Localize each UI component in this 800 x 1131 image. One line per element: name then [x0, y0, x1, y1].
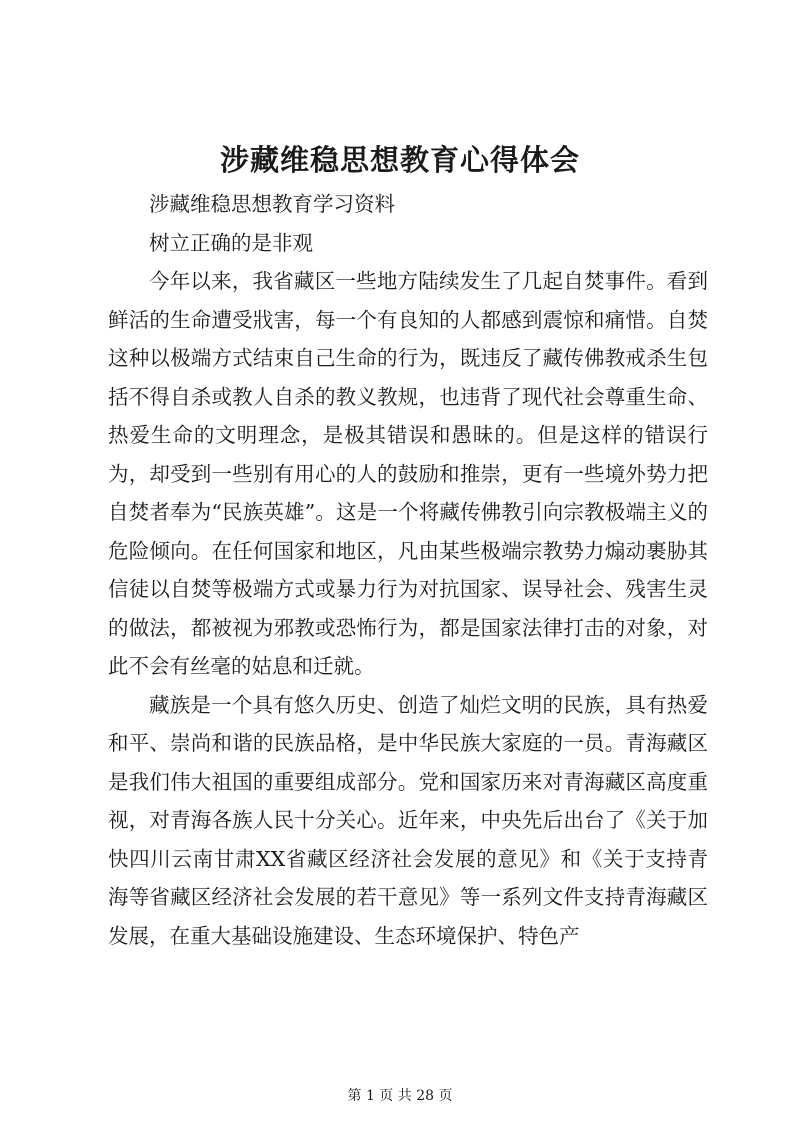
page-number-footer: 第 1 页 共 28 页 — [347, 1088, 453, 1104]
document-body — [108, 185, 708, 955]
subtitle-paragraph: 涉藏维稳思想教育学习资料 — [149, 192, 395, 216]
document-title: 涉藏维稳思想教育心得体会 — [219, 143, 580, 177]
body-paragraph: 藏族是一个具有悠久历史、创造了灿烂文明的民族，具有热爱和平、崇尚和谐的民族品格，是中华民族大家庭的一员。青海藏区是我们伟大祖国的重要组成部分。党和国家历来对青海藏区高度重视，对青海各族人民十分关心。近年来，中央先后出台了《关于加快四川云南甘肃XX省藏区经济社会发展的意见》和《关于支持青海等省藏区经济社会发展的若干意见》等一系列文件支持青海藏区发展，在重大基础设施建设、生态环境保护、特色产 — [108, 692, 708, 948]
section-heading-paragraph: 树立正确的是非观 — [149, 230, 313, 255]
body-paragraph: 今年以来，我省藏区一些地方陆续发生了几起自焚事件。看到鲜活的生命遭受戕害，每一个有良知的人都感到震惊和痛惜。自焚这种以极端方式结束自己生命的行为，既违反了藏传佛教戒杀生包括不得自杀或教人自杀的教义教规，也违背了现代社会尊重生命、热爱生命的文明理念，是极其错误和愚昧的。但是这样的错误行为，却受到一些别有用心的人的鼓励和推崇，更有一些境外势力把自焚者奉为“民族英雄”。这是一个将藏传佛教引向宗教极端主义的危险倾向。在任何国家和地区，凡由某些极端宗教势力煽动裹胁其信徒以自焚等极端方式或暴力行为对抗国家、误导社会、残害生灵的做法，都被视为邪教或恐怖行为，都是国家法律打击的对象，对此不会有丝毫的姑息和迁就。 — [108, 269, 708, 678]
